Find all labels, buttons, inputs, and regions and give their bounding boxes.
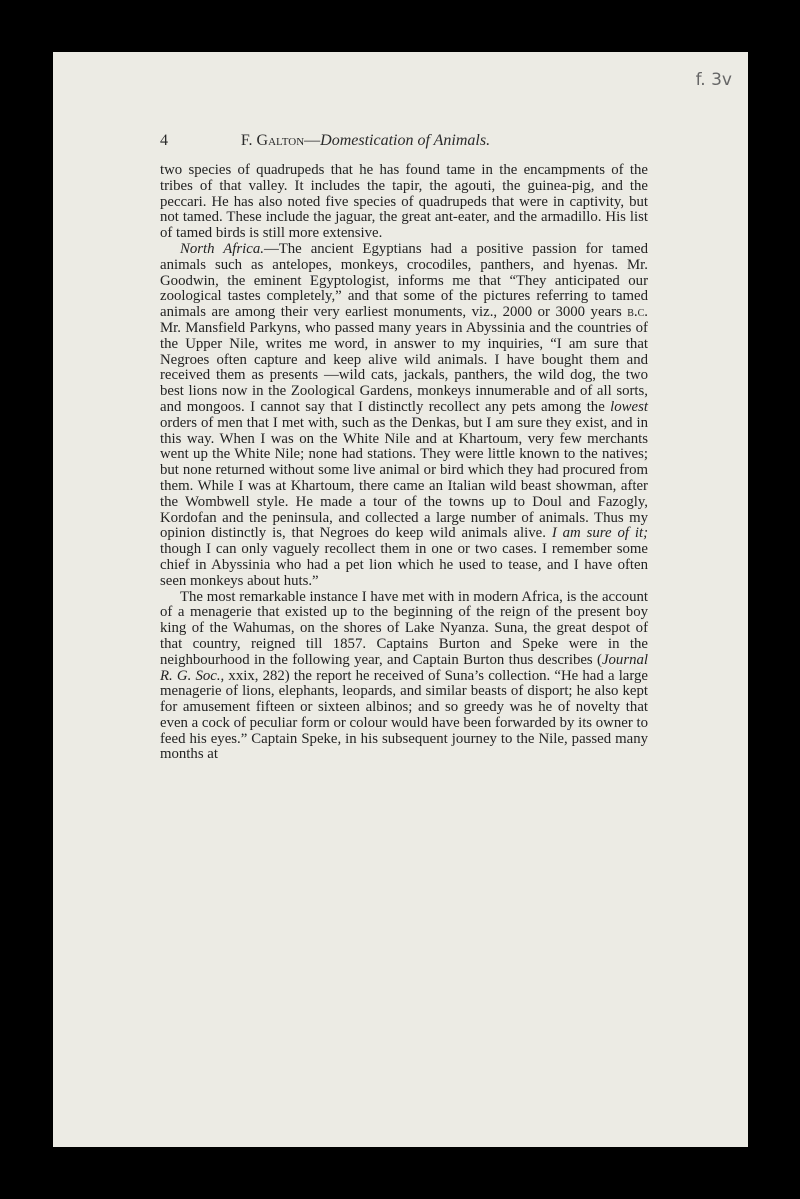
body-text — [160, 163, 648, 763]
folio-annotation: f. 3v — [695, 70, 732, 90]
running-title-author: F. Galton — [240, 132, 305, 149]
paragraph-2-text-c: orders of men that I met with, such as the Denkas, but I am sure they exist, and in this way. When I was on the White Nile and at Khartoum, very few merchants went up the White Nile; none had stations. They were little known to the natives; but none returned without some live animal or bird which they had procured from them. While I was at Khartoum, there came an Italian wild beast showman, after the Wombwell style. He made a tour of the towns up to Doul and Fazogly, Kordofan and the peninsula, and collected a large number of animals. Thus my opinion distinctly is, that Negroes do keep wild animals alive. — [160, 414, 648, 542]
paragraph-2-text-d: though I can only vaguely recollect them in one or two cases. I remember some chief in Abyssinia who had a pet lion which he used to tease, and I have often seen monkeys about huts.” — [160, 541, 648, 589]
book-page — [53, 52, 748, 1147]
paragraph-3-text-a: The most remarkable instance I have met with in modern Africa, is the account of a menagerie that existed up to the beginning of the reign of the present boy king of the Wahumas, on the shores of Lake Nyanza. Suna, the great despot of that country, reigned till 1857. Captains Burton and Speke were in the neighbourhood in the following year, and Captain Burton thus describes ( — [160, 588, 648, 668]
section-heading-north-africa: North Africa. — [180, 240, 264, 257]
paragraph-2-text-a: —The ancient Egyptians had a positive passion for tamed animals such as antelopes, monkeys, crocodiles, panthers, and hyenas. Mr. Goodwin, the eminent Egyptologist, informs me that “They anticipated our zoological tastes completely,” and that some of the pictures referring to tamed animals are among their very earliest monuments, viz., 2000 or 3000 years — [160, 240, 648, 321]
paragraph-3-text-b: , xxix, 282) the report he received of Suna’s collection. “He had a large menagerie of lions, elephants, leopards, and similar beasts of disport; he also kept for amusement fifteen or sixteen albinos; and so greedy was he of novelty that even a cock of peculiar form or colour would have been forwarded by its owner to feed his eyes.” Captain Speke, in his subsequent journey to the Nile, passed many months at — [160, 667, 648, 763]
emphasis-lowest: lowest — [610, 398, 648, 415]
page-number: 4 — [160, 132, 168, 149]
emphasis-sure: I am sure of it; — [551, 525, 648, 542]
running-title-separator: — — [304, 132, 321, 149]
era-abbreviation: b.c. — [627, 304, 648, 321]
paragraph-1: two species of quadrupeds that he has found tame in the encampments of the tribes of that valley. It includes the tapir, the agouti, the guinea-pig, and the peccari. He has also noted five species of quadrupeds that were in captivity, but not tamed. These include the jaguar, the great ant-eater, and the armadillo. His list of tamed birds is still more extensive. — [160, 162, 648, 242]
running-title-work: Domestication of Animals. — [320, 132, 491, 149]
paragraph-2-text-b: Mr. Mansfield Parkyns, who passed many years in Abyssinia and the countries of the Upper Nile, writes me word, in answer to my inquiries, “I am sure that Negroes often capture and keep alive wild animals. I have bought them and received them as presents —wild cats, jackals, panthers, the wild dog, the two best lions now in the Zoological Gardens, monkeys innumerable and of all sorts, and mongoos. I cannot say that I distinctly recollect any pets among the — [160, 319, 648, 415]
paragraph-2 — [160, 242, 648, 590]
journal-citation: Journal R. G. Soc. — [160, 651, 648, 684]
running-title — [160, 132, 571, 150]
paragraph-3 — [160, 590, 648, 764]
